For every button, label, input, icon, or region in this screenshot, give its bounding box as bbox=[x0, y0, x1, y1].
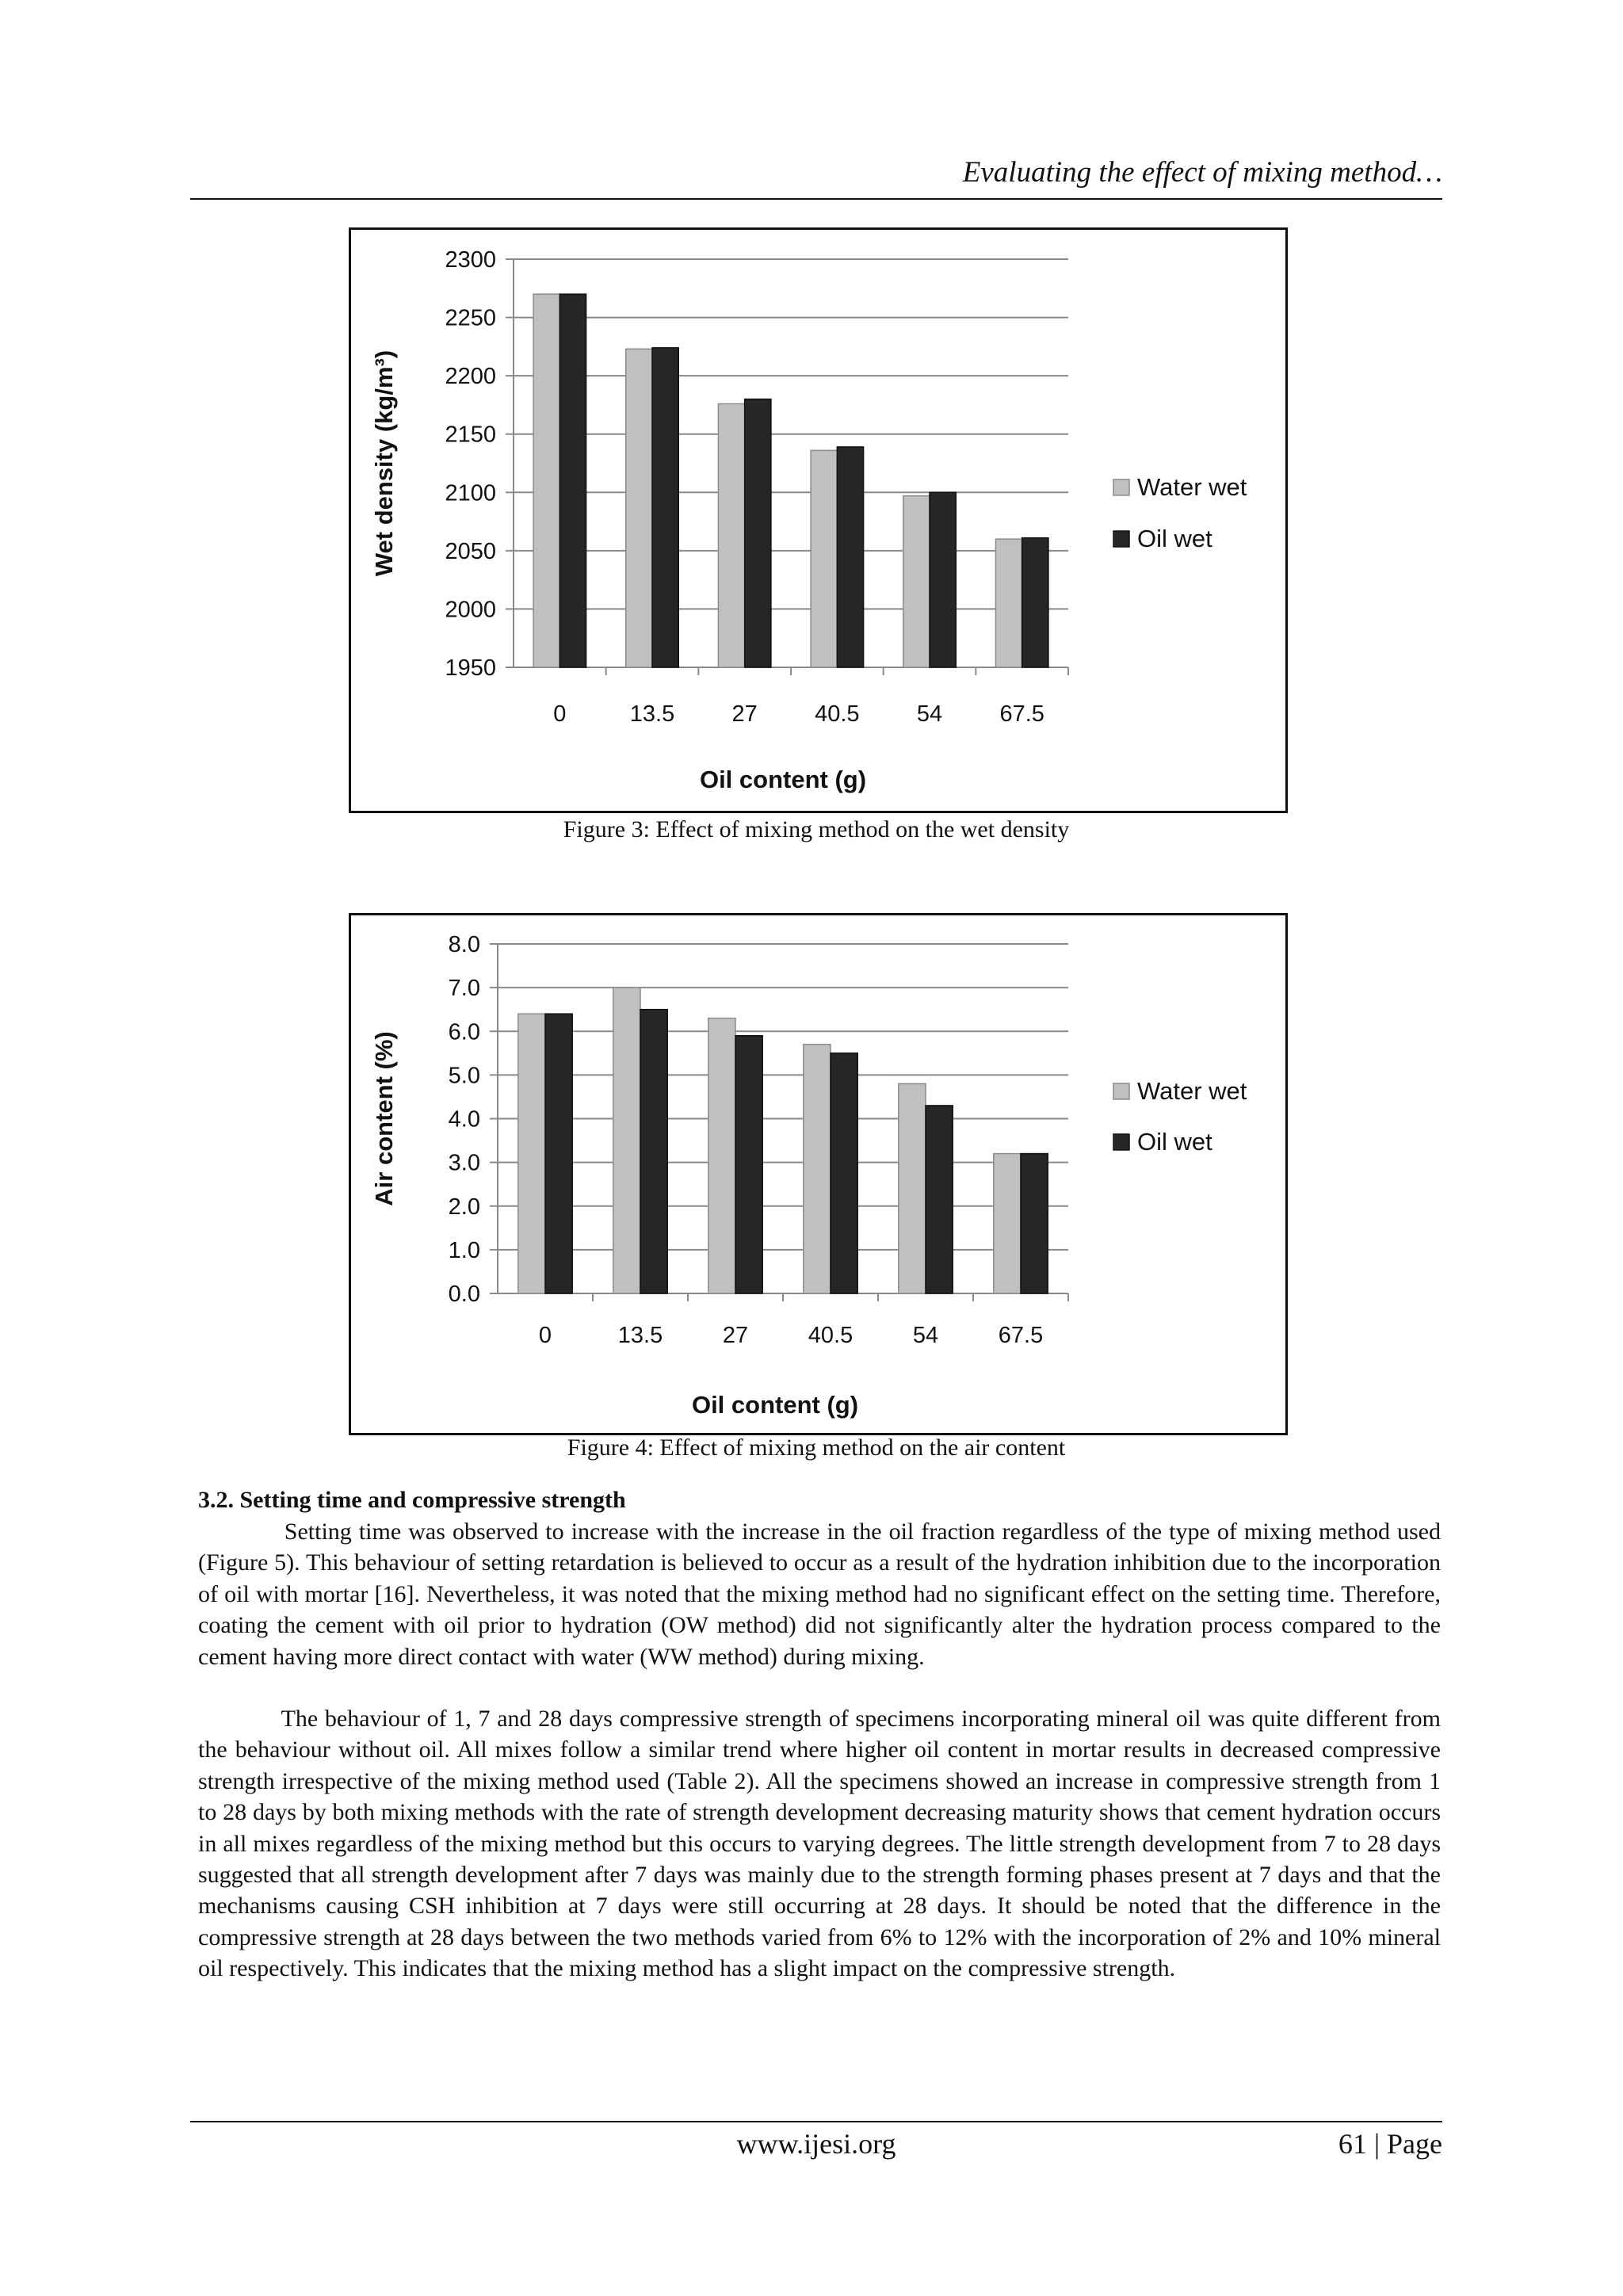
y-axis-title: Air content (%) bbox=[370, 1031, 398, 1206]
legend-swatch bbox=[1113, 1083, 1129, 1099]
legend-label: Water wet bbox=[1137, 473, 1247, 501]
paragraph-setting-time: Setting time was observed to increase with the increase in the oil fraction regardless of the type of mixing method used (Figure 5). This behaviour of setting retardation is believed to occur as a result of the hydration inhibition due to the incorporation of oil with mortar [16]. Nevertheless, it was noted that the mixing method had no significant effect on the setting time. Therefore, coating the cement with oil prior to hydration (OW method) did not significantly alter the hydration process compared to the cement having more direct contact with water (WW method) during mixing. bbox=[198, 1519, 1441, 1670]
x-tick-label: 67.5 bbox=[998, 1323, 1044, 1348]
bar-water-wet bbox=[708, 1018, 735, 1293]
legend-swatch bbox=[1113, 1134, 1129, 1150]
bar-oil-wet bbox=[745, 399, 771, 667]
bar-water-wet bbox=[995, 539, 1022, 667]
y-tick-label: 5.0 bbox=[448, 1063, 480, 1089]
x-tick-label: 0 bbox=[553, 701, 567, 727]
bar-water-wet bbox=[613, 988, 640, 1293]
y-tick-label: 4.0 bbox=[448, 1106, 480, 1133]
wet-density-chart bbox=[351, 230, 1290, 816]
x-tick-label: 13.5 bbox=[617, 1323, 663, 1348]
legend-swatch bbox=[1113, 531, 1129, 547]
figure-4-caption: Figure 4: Effect of mixing method on the air content bbox=[567, 1435, 1066, 1461]
x-tick-label: 27 bbox=[731, 701, 758, 727]
legend-label: Water wet bbox=[1137, 1077, 1247, 1105]
bar-oil-wet bbox=[837, 447, 863, 667]
y-tick-label: 2.0 bbox=[448, 1194, 480, 1220]
bar-oil-wet bbox=[1021, 1154, 1048, 1293]
x-tick-label: 67.5 bbox=[999, 701, 1044, 727]
x-tick-label: 40.5 bbox=[808, 1323, 854, 1348]
x-tick-label: 40.5 bbox=[815, 701, 860, 727]
air-content-chart bbox=[351, 915, 1290, 1438]
y-axis-title: Wet density (kg/m³) bbox=[370, 350, 398, 577]
y-tick-label: 2250 bbox=[445, 305, 496, 331]
y-tick-label: 2150 bbox=[445, 422, 496, 448]
y-tick-label: 2200 bbox=[445, 364, 496, 390]
x-tick-label: 27 bbox=[722, 1323, 749, 1348]
footer-rule bbox=[190, 2121, 1442, 2122]
bar-oil-wet bbox=[831, 1053, 857, 1293]
legend-label: Oil wet bbox=[1137, 1128, 1212, 1156]
y-tick-label: 8.0 bbox=[448, 932, 480, 957]
y-tick-label: 0.0 bbox=[448, 1282, 480, 1307]
y-tick-label: 2000 bbox=[445, 597, 496, 623]
x-tick-label: 13.5 bbox=[629, 701, 675, 727]
y-tick-label: 3.0 bbox=[448, 1150, 480, 1176]
figure-3-chart bbox=[349, 227, 1288, 813]
y-tick-label: 2050 bbox=[445, 538, 496, 564]
footer-website: www.ijesi.org bbox=[736, 2128, 896, 2160]
bar-water-wet bbox=[899, 1083, 926, 1293]
header-rule bbox=[190, 198, 1442, 200]
footer-page-number: 61 | Page bbox=[1338, 2128, 1442, 2160]
bar-oil-wet bbox=[926, 1106, 953, 1293]
bar-oil-wet bbox=[1022, 538, 1048, 667]
bar-oil-wet bbox=[930, 492, 956, 667]
figure-4-chart bbox=[349, 913, 1288, 1435]
y-tick-label: 1.0 bbox=[448, 1237, 480, 1263]
bar-oil-wet bbox=[652, 348, 678, 667]
x-tick-label: 54 bbox=[916, 701, 943, 727]
bar-water-wet bbox=[811, 450, 837, 667]
bar-oil-wet bbox=[559, 294, 586, 667]
bar-water-wet bbox=[518, 1014, 545, 1293]
x-tick-label: 0 bbox=[538, 1323, 552, 1348]
paragraph-compressive-strength: The behaviour of 1, 7 and 28 days compressive strength of specimens incorporating mineral oil was quite different from the behaviour without oil. All mixes follow a similar trend where higher oil content in mortar results in decreased compressive strength irrespective of the mixing method used (Table 2). All the specimens showed an increase in compressive strength from 1 to 28 days by both mixing methods with the rate of strength development decreasing maturity shows that cement hydration occurs in all mixes regardless of the mixing method but this occurs to varying degrees. The little strength development from 7 to 28 days suggested that all strength development after 7 days was mainly due to the strength forming phases present at 7 days and that the mechanisms causing CSH inhibition at 7 days were still occurring at 28 days. It should be noted that the difference in the compressive strength at 28 days between the two methods varied from 6% to 12% with the incorporation of 2% and 10% mineral oil respectively. This indicates that the mixing method has a slight impact on the compressive strength. bbox=[198, 1706, 1441, 1982]
running-title: Evaluating the effect of mixing method… bbox=[962, 156, 1442, 189]
legend-label: Oil wet bbox=[1137, 525, 1212, 552]
y-tick-label: 2300 bbox=[445, 247, 496, 273]
x-axis-title: Oil content (g) bbox=[699, 766, 867, 793]
bar-oil-wet bbox=[735, 1036, 762, 1293]
bar-water-wet bbox=[626, 349, 652, 667]
legend-swatch bbox=[1113, 479, 1129, 495]
x-tick-label: 54 bbox=[912, 1323, 939, 1348]
bar-water-wet bbox=[533, 294, 559, 667]
section-heading: 3.2. Setting time and compressive strength bbox=[198, 1487, 626, 1513]
bar-oil-wet bbox=[545, 1014, 572, 1293]
y-tick-label: 6.0 bbox=[448, 1019, 480, 1045]
bar-water-wet bbox=[718, 403, 744, 667]
y-tick-label: 1950 bbox=[445, 655, 496, 681]
bar-water-wet bbox=[903, 496, 930, 667]
y-tick-label: 2100 bbox=[445, 480, 496, 506]
y-tick-label: 7.0 bbox=[448, 976, 480, 1002]
x-axis-title: Oil content (g) bbox=[691, 1391, 859, 1419]
bar-water-wet bbox=[804, 1045, 831, 1293]
bar-oil-wet bbox=[640, 1010, 667, 1293]
figure-3-caption: Figure 3: Effect of mixing method on the wet density bbox=[563, 816, 1070, 842]
bar-water-wet bbox=[994, 1154, 1021, 1293]
